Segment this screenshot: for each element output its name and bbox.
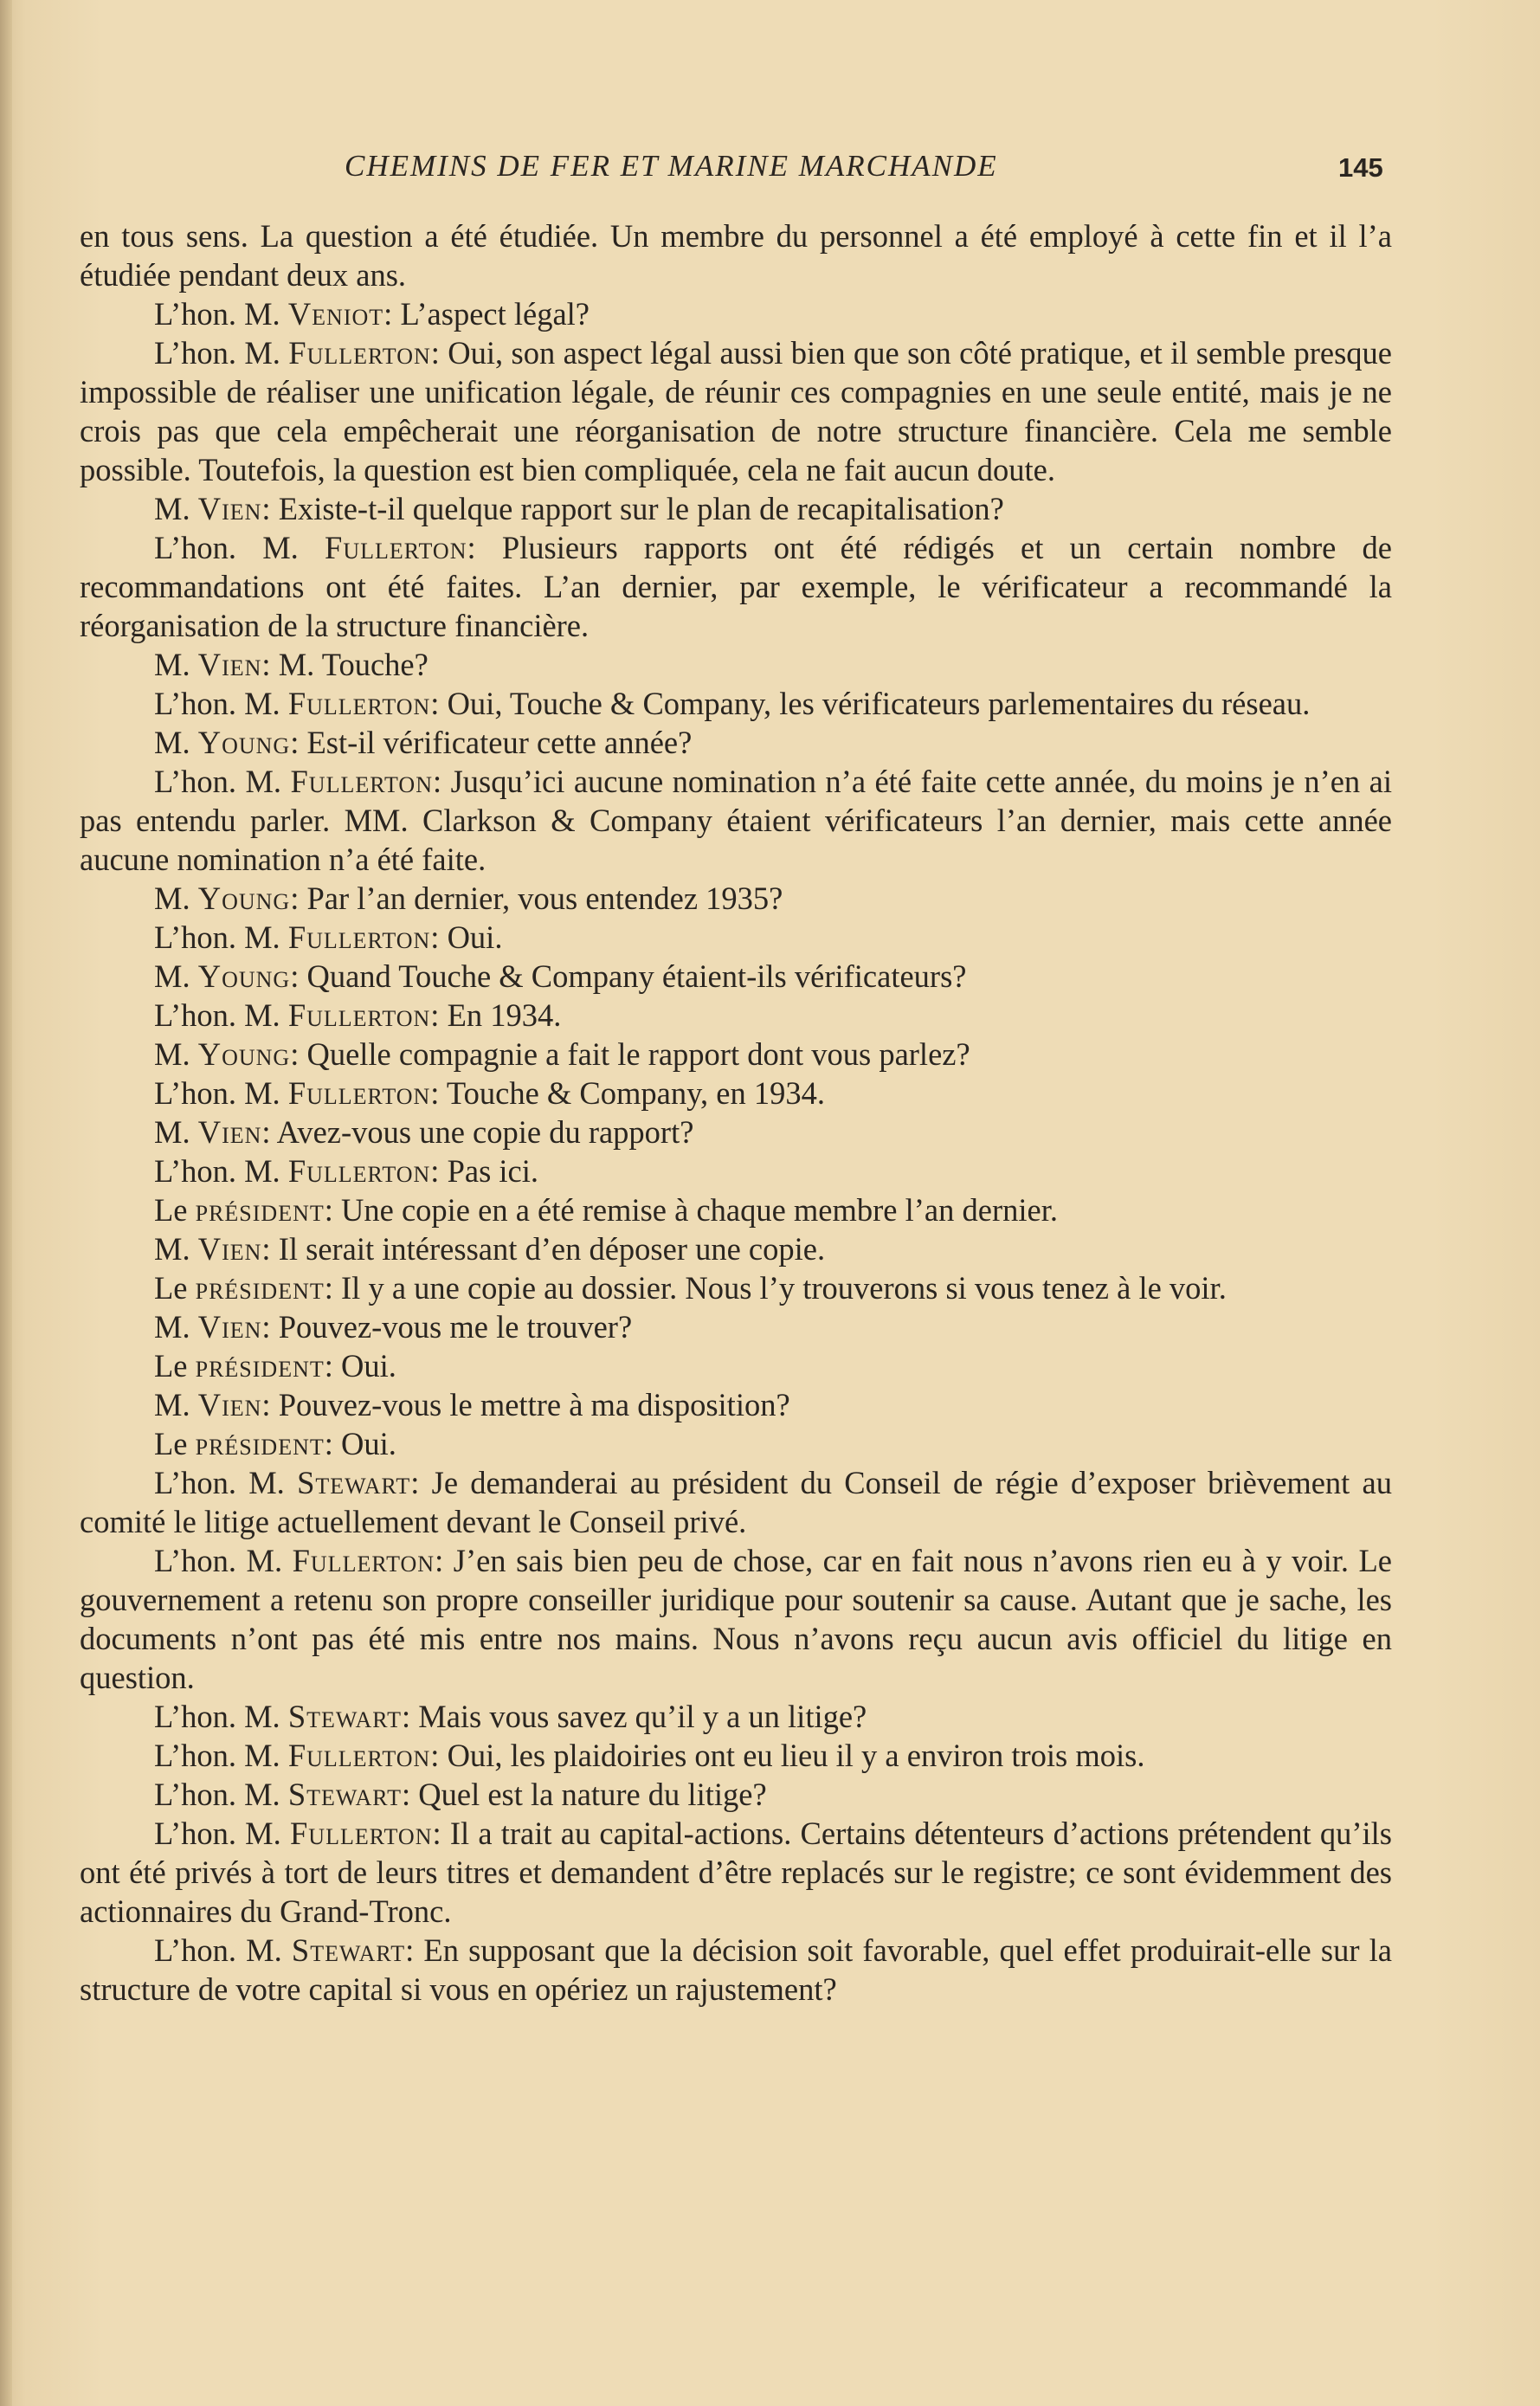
paragraph-text: Quand Touche & Company étaient-ils vérificateurs? <box>306 958 967 994</box>
paragraph-text: Oui, Touche & Company, les vérificateurs parlementaires du réseau. <box>447 686 1311 721</box>
speaker-prefix: L’hon. M. <box>154 1699 280 1734</box>
paragraph-text: En supposant que la décision soit favorable, quel effet produirait-elle sur la structure de votre capital si vous en opériez un rajustement? <box>80 1932 1392 2007</box>
dialogue-paragraph: L’hon. M. Fullerton: Il a trait au capital-actions. Certains détenteurs d’actions prétendent qu’ils ont été privés à tort de leurs titres et demandent d’être replacés sur le registre; ce sont évidemment des actionnaires du Grand-Tronc. <box>80 1816 1393 1929</box>
speaker-prefix: Le <box>154 1426 188 1461</box>
speaker-prefix: L’hon. M. <box>154 1738 280 1773</box>
running-title: CHEMINS DE FER ET MARINE MARCHANDE <box>345 149 998 183</box>
continued-paragraph <box>80 216 1392 294</box>
speaker-name: Fullerton <box>287 686 431 721</box>
paragraph-text: Oui. <box>341 1426 396 1461</box>
speaker-prefix: L’hon. M. <box>154 530 299 565</box>
speaker-name: Young <box>197 1036 291 1072</box>
paragraph-text: En 1934. <box>447 997 562 1033</box>
paragraph-text: Quelle compagnie a fait le rapport dont vous parlez? <box>306 1036 970 1072</box>
speaker-prefix: M. <box>154 1036 190 1072</box>
page-body <box>80 216 1392 2009</box>
speaker-name: Fullerton <box>287 1153 431 1189</box>
dialogue-paragraph: L’hon. M. Fullerton: Oui, son aspect légal aussi bien que son côté pratique, et il semble presque impossible de réaliser une unification légale, de réunir ces compagnies en une seule entité, mais je ne crois pas que cela empêcherait une réorganisation de notre structure financière. Cela me semble possible. Toutefois, la question est bien compliquée, cela ne fait aucun doute. <box>80 335 1392 487</box>
paragraph-text: Par l’an dernier, vous entendez 1935? <box>306 880 783 916</box>
speaker-name: président <box>195 1192 325 1228</box>
speaker-name: Fullerton <box>325 530 467 565</box>
speaker-name: Young <box>197 725 291 760</box>
speaker-name: président <box>195 1426 325 1461</box>
paragraph-text: Avez-vous une copie du rapport? <box>276 1114 694 1150</box>
dialogue-paragraph: M. Young: Quand Touche & Company étaient-ils vérificateurs? <box>154 958 967 994</box>
speaker-name: Vien <box>197 491 262 526</box>
dialogue-paragraph: L’hon. M. Stewart: Mais vous savez qu’il y a un litige? <box>154 1699 867 1734</box>
speaker-prefix: L’hon. M. <box>154 296 280 332</box>
speaker-name: Veniot <box>287 296 384 332</box>
dialogue-paragraph: Le président: Il y a une copie au dossier. Nous l’y trouverons si vous tenez à le voir. <box>154 1270 1227 1306</box>
dialogue-paragraph: Le président: Oui. <box>154 1426 396 1461</box>
speaker-name: Young <box>197 958 291 994</box>
dialogue-paragraph: L’hon. M. Fullerton: En 1934. <box>154 997 562 1033</box>
speaker-prefix: L’hon. M. <box>154 686 280 721</box>
dialogue-paragraph: M. Young: Par l’an dernier, vous entendez 1935? <box>154 880 783 916</box>
speaker-prefix: L’hon. M. <box>154 1075 280 1111</box>
dialogue-paragraph: L’hon. M. Stewart: Quel est la nature du litige? <box>154 1777 767 1812</box>
speaker-name: Vien <box>197 1387 262 1422</box>
dialogue-paragraph: Le président: Oui. <box>154 1348 396 1384</box>
speaker-prefix: M. <box>154 880 190 916</box>
speaker-name: Fullerton <box>292 1543 435 1578</box>
speaker-name: Stewart <box>291 1932 406 1968</box>
paragraph-text: Oui. <box>447 919 503 955</box>
paragraph-text: Pouvez-vous me le trouver? <box>278 1309 633 1345</box>
speaker-prefix: M. <box>154 647 190 682</box>
paragraph-text: en tous sens. La question a été étudiée. Un membre du personnel a été employé à cette fin et il l’a étudiée pendant deux ans. <box>80 218 1392 293</box>
paragraph-text: Je demanderai au président du Conseil de régie d’exposer brièvement au comité le litige actuellement devant le Conseil privé. <box>80 1465 1392 1539</box>
speaker-name: Fullerton <box>287 1738 431 1773</box>
paragraph-text: L’aspect légal? <box>400 296 590 332</box>
speaker-prefix: M. <box>154 1309 190 1345</box>
dialogue-paragraph: L’hon. M. Fullerton: Jusqu’ici aucune nomination n’a été faite cette année, du moins je n’en ai pas entendu parler. MM. Clarkson & Company étaient vérificateurs l’an dernier, mais cette année aucune nomination n’a été faite. <box>80 764 1392 877</box>
speaker-prefix: L’hon. M. <box>154 764 282 799</box>
paragraph-text: Jusqu’ici aucune nomination n’a été faite cette année, du moins je n’en ai pas entendu parler. MM. Clarkson & Company étaient vérificateurs l’an dernier, mais cette année aucune nomination n’a été faite. <box>80 764 1392 877</box>
dialogue-paragraph: L’hon. M. Fullerton: Touche & Company, en 1934. <box>154 1075 825 1111</box>
dialogue-paragraph: L’hon. M. Fullerton: Oui, les plaidoiries ont eu lieu il y a environ trois mois. <box>154 1738 1145 1773</box>
speaker-prefix: M. <box>154 958 190 994</box>
dialogue-paragraph: M. Young: Quelle compagnie a fait le rapport dont vous parlez? <box>154 1036 970 1072</box>
paragraph-text: Mais vous savez qu’il y a un litige? <box>418 1699 867 1734</box>
speaker-prefix: L’hon. M. <box>154 1816 281 1851</box>
speaker-name: Fullerton <box>288 335 431 371</box>
speaker-name: Fullerton <box>290 764 433 799</box>
speaker-name: Vien <box>197 1309 262 1345</box>
dialogue-paragraph: L’hon. M. Fullerton: Oui, Touche & Company, les vérificateurs parlementaires du réseau. <box>154 686 1311 721</box>
speaker-name: président <box>195 1348 325 1384</box>
speaker-prefix: L’hon. M. <box>154 1777 280 1812</box>
speaker-name: Stewart <box>297 1465 411 1500</box>
speaker-prefix: L’hon. M. <box>154 1153 280 1189</box>
paragraph-text: Plusieurs rapports ont été rédigés et un certain nombre de recommandations ont été faites. L’an dernier, par exemple, le vérificateur a recommandé la réorganisation de la structure financière. <box>80 530 1392 643</box>
speaker-name: Stewart <box>287 1699 402 1734</box>
speaker-name: président <box>195 1270 325 1306</box>
speaker-name: Stewart <box>287 1777 402 1812</box>
dialogue-paragraph: L’hon. M. Fullerton: Oui. <box>154 919 503 955</box>
paragraph-text: Une copie en a été remise à chaque membre l’an dernier. <box>341 1192 1058 1228</box>
speaker-prefix: M. <box>154 1114 190 1150</box>
dialogue-paragraph: M. Vien: Existe-t-il quelque rapport sur le plan de recapitalisation? <box>154 491 1004 526</box>
speaker-name: Fullerton <box>287 919 431 955</box>
speaker-prefix: L’hon. M. <box>154 1932 282 1968</box>
speaker-name: Vien <box>197 1114 262 1150</box>
dialogue-paragraph: M. Young: Est-il vérificateur cette année? <box>154 725 693 760</box>
paragraph-text: Oui, son aspect légal aussi bien que son côté pratique, et il semble presque impossible de réaliser une unification légale, de réunir ces compagnies en une seule entité, mais je ne crois pas que cela empêcherait une réorganisation de notre structure financière. Cela me semble possible. Toutefois, la question est bien compliquée, cela ne fait aucun doute. <box>80 335 1392 487</box>
speaker-prefix: M. <box>154 725 190 760</box>
paragraph-text: Oui, les plaidoiries ont eu lieu il y a environ trois mois. <box>447 1738 1145 1773</box>
book-spine-edge <box>0 0 12 2406</box>
dialogue-paragraph: L’hon. M. Stewart: Je demanderai au président du Conseil de régie d’exposer brièvement au comité le litige actuellement devant le Conseil privé. <box>80 1465 1392 1539</box>
dialogue-paragraph: L’hon. M. Fullerton: Plusieurs rapports ont été rédigés et un certain nombre de recommandations ont été faites. L’an dernier, par exemple, le vérificateur a recommandé la réorganisation de la structure financière. <box>80 530 1392 643</box>
paragraph-text: Il serait intéressant d’en déposer une copie. <box>278 1231 826 1267</box>
speaker-prefix: L’hon. M. <box>154 919 280 955</box>
paragraph-text: M. Touche? <box>278 647 428 682</box>
paragraph-text: Oui. <box>341 1348 396 1384</box>
speaker-name: Young <box>197 880 291 916</box>
dialogue-paragraph: M. Vien: Pouvez-vous me le trouver? <box>154 1309 633 1345</box>
speaker-prefix: L’hon. M. <box>154 1465 285 1500</box>
speaker-name: Vien <box>197 647 262 682</box>
dialogue-paragraph: L’hon. M. Fullerton: Pas ici. <box>154 1153 538 1189</box>
speaker-name: Fullerton <box>290 1816 433 1851</box>
paragraph-text: Touche & Company, en 1934. <box>446 1075 825 1111</box>
page-number: 145 <box>1338 152 1383 183</box>
dialogue-paragraph: Le président: Une copie en a été remise à chaque membre l’an dernier. <box>154 1192 1058 1228</box>
paragraph-text: Il a trait au capital-actions. Certains détenteurs d’actions prétendent qu’ils ont été privés à tort de leurs titres et demandent d’être replacés sur le registre; ce sont évidemment des actionnaires du Grand-Tronc. <box>80 1816 1393 1929</box>
dialogue-paragraph: M. Vien: Pouvez-vous le mettre à ma disposition? <box>154 1387 790 1422</box>
dialogue-paragraph: M. Vien: M. Touche? <box>154 647 428 682</box>
speaker-name: Vien <box>197 1231 262 1267</box>
dialogue-paragraph: M. Vien: Il serait intéressant d’en déposer une copie. <box>154 1231 826 1267</box>
page-header <box>0 145 1540 189</box>
speaker-name: Fullerton <box>287 997 431 1033</box>
paragraph-text: Existe-t-il quelque rapport sur le plan de recapitalisation? <box>278 491 1004 526</box>
speaker-prefix: M. <box>154 1387 190 1422</box>
dialogue-paragraph: L’hon. M. Stewart: En supposant que la décision soit favorable, quel effet produirait-elle sur la structure de votre capital si vous en opériez un rajustement? <box>80 1932 1392 2007</box>
paragraph-text: Il y a une copie au dossier. Nous l’y trouverons si vous tenez à le voir. <box>341 1270 1227 1306</box>
speaker-prefix: M. <box>154 1231 190 1267</box>
dialogue-paragraph: L’hon. M. Fullerton: J’en sais bien peu de chose, car en fait nous n’avons rien eu à y voir. Le gouvernement a retenu son propre conseiller juridique pour soutenir sa cause. Autant que je sache, les documents n’ont pas été mis entre nos mains. Nous n’avons reçu aucun avis officiel du litige en question. <box>80 1543 1393 1695</box>
paragraph-text: J’en sais bien peu de chose, car en fait nous n’avons rien eu à y voir. Le gouvernement a retenu son propre conseiller juridique pour soutenir sa cause. Autant que je sache, les documents n’ont pas été mis entre nos mains. Nous n’avons reçu aucun avis officiel du litige en question. <box>80 1543 1393 1695</box>
speaker-prefix: Le <box>154 1348 188 1384</box>
paragraph-text: Pas ici. <box>447 1153 538 1189</box>
speaker-prefix: L’hon. M. <box>154 1543 283 1578</box>
speaker-prefix: Le <box>154 1192 188 1228</box>
dialogue-paragraph: L’hon. M. Veniot: L’aspect légal? <box>154 296 590 332</box>
speaker-prefix: L’hon. M. <box>154 997 280 1033</box>
speaker-name: Fullerton <box>287 1075 431 1111</box>
paragraph-text: Pouvez-vous le mettre à ma disposition? <box>278 1387 790 1422</box>
dialogue-paragraph: M. Vien: Avez-vous une copie du rapport? <box>154 1114 694 1150</box>
speaker-prefix: Le <box>154 1270 188 1306</box>
paragraph-text: Quel est la nature du litige? <box>418 1777 767 1812</box>
speaker-prefix: L’hon. M. <box>154 335 280 371</box>
paragraph-text: Est-il vérificateur cette année? <box>306 725 693 760</box>
speaker-prefix: M. <box>154 491 190 526</box>
